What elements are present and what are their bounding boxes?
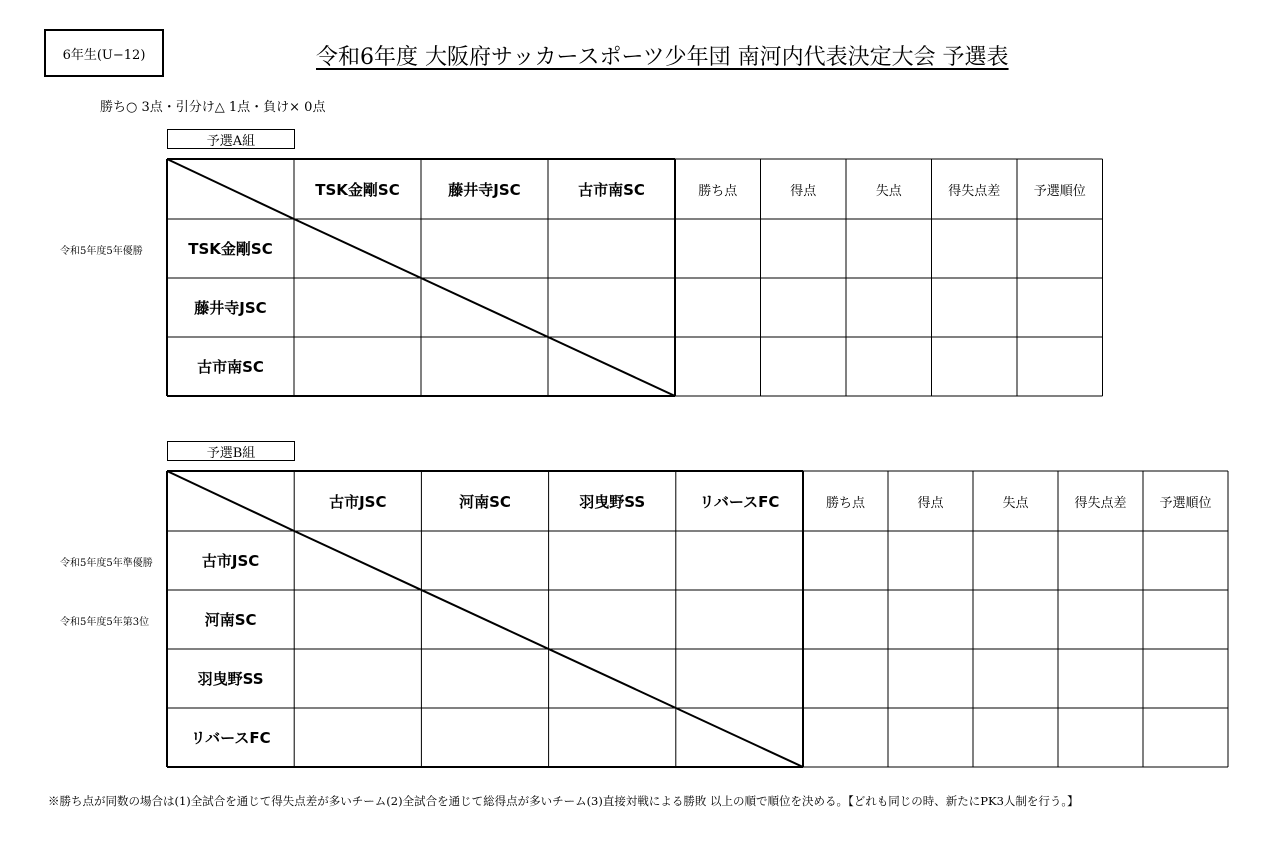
group-a-league-table bbox=[167, 159, 1103, 396]
row-team-name: 藤井寺JSC bbox=[194, 299, 267, 317]
header-team-name: リバースFC bbox=[699, 492, 780, 511]
stat-column-header: 予選順位 bbox=[1033, 183, 1086, 199]
grade-label: 6年生(U−12) bbox=[44, 29, 164, 77]
row-team-name: 古市南SC bbox=[197, 358, 264, 376]
stat-column-header: 失点 bbox=[1002, 495, 1029, 511]
group-a-label: 予選A組 bbox=[167, 129, 295, 149]
stat-column-header: 得失点差 bbox=[1074, 495, 1127, 511]
row-team-name: 古市JSC bbox=[201, 552, 260, 570]
row-team-name: TSK金剛SC bbox=[188, 240, 273, 258]
stat-column-header: 得点 bbox=[917, 495, 944, 511]
self-match-diagonal bbox=[294, 219, 675, 396]
stat-column-header: 勝ち点 bbox=[825, 495, 865, 511]
page-title: 令和6年度 大阪府サッカースポーツ少年団 南河内代表決定大会 予選表 bbox=[316, 45, 1009, 70]
group-b-league-table bbox=[167, 471, 1228, 767]
team-side-note: 令和5年度5年準優勝 bbox=[60, 557, 153, 569]
header-team-name: 河南SC bbox=[459, 492, 511, 511]
header-team-name: 古市JSC bbox=[329, 492, 387, 511]
corner-diagonal bbox=[167, 471, 294, 531]
row-team-name: リバースFC bbox=[190, 729, 271, 747]
stat-column-header: 失点 bbox=[875, 183, 902, 199]
stat-column-header: 得点 bbox=[790, 183, 817, 199]
team-side-note: 令和5年度5年優勝 bbox=[60, 245, 143, 257]
corner-diagonal bbox=[167, 159, 294, 219]
tiebreak-note: ※勝ち点が同数の場合は(1)全試合を通じて得失点差が多いチーム(2)全試合を通じて総得点が多いチーム(3)直接対戦による勝敗 以上の順で順位を決める。【どれも同じの時、新たにPK3人制を行う。】 bbox=[48, 794, 1079, 808]
team-side-note: 令和5年度5年第3位 bbox=[60, 616, 150, 628]
stat-column-header: 勝ち点 bbox=[698, 183, 738, 199]
header-team-name: 羽曳野SS bbox=[579, 492, 646, 511]
row-team-name: 河南SC bbox=[204, 611, 257, 629]
header-team-name: TSK金剛SC bbox=[315, 180, 400, 199]
stat-column-header: 予選順位 bbox=[1159, 495, 1212, 511]
header-team-name: 古市南SC bbox=[578, 180, 645, 199]
points-rule: 勝ち○ 3点・引分け△ 1点・負け× 0点 bbox=[100, 100, 326, 115]
group-b-label: 予選B組 bbox=[167, 441, 295, 461]
header-team-name: 藤井寺JSC bbox=[448, 180, 521, 199]
row-team-name: 羽曳野SS bbox=[197, 670, 264, 688]
stat-column-header: 得失点差 bbox=[948, 183, 1001, 199]
